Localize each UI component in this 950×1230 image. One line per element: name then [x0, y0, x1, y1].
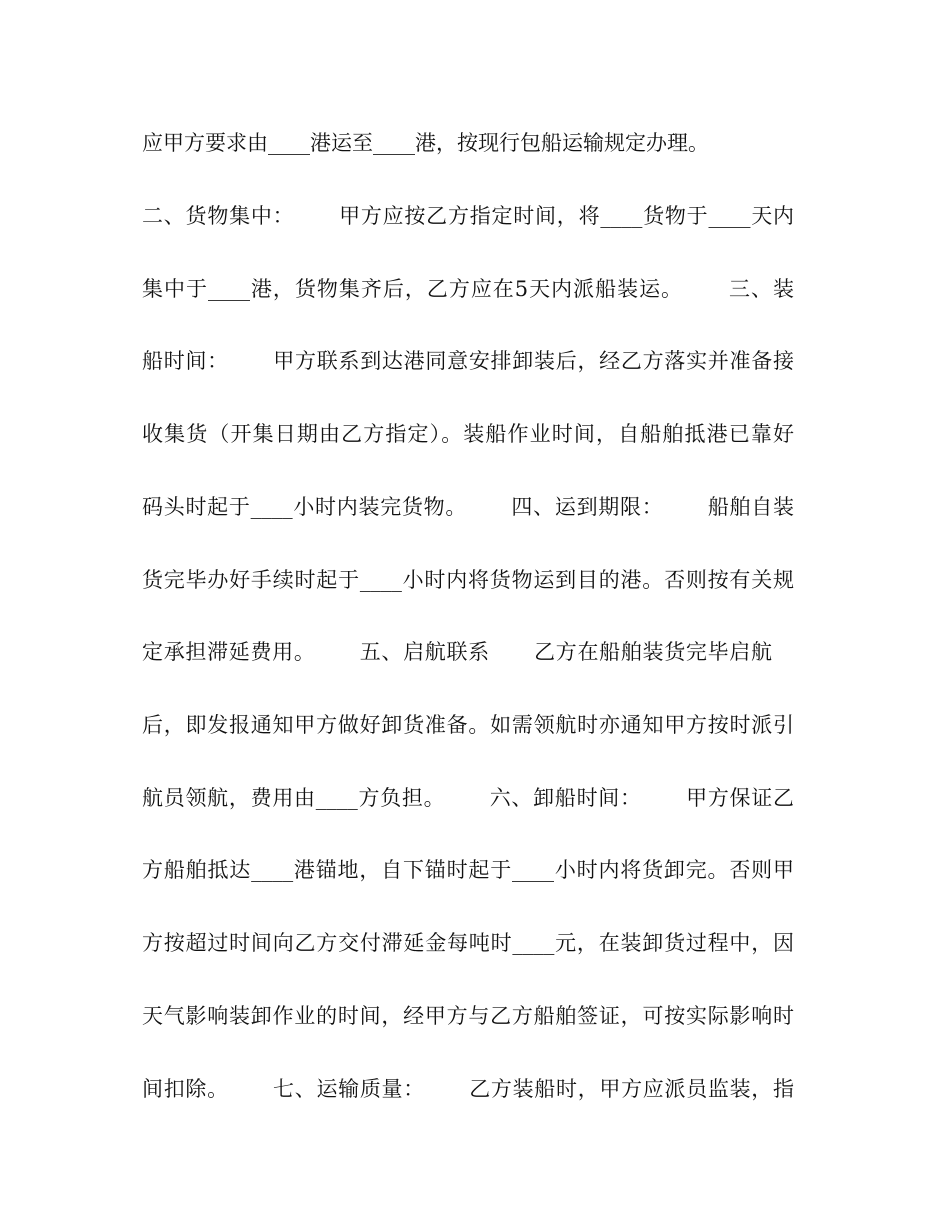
text-line: 二、货物集中： 甲方应按乙方指定时间，将____货物于____天内 — [142, 204, 794, 228]
text-line: 后，即发报通知甲方做好卸货准备。如需领航时亦通知甲方按时派引 — [142, 713, 794, 737]
text-line: 应甲方要求由____港运至____港，按现行包船运输规定办理。 — [142, 131, 709, 155]
text-line: 集中于____港，货物集齐后，乙方应在5天内派船装运。 三、装 — [142, 277, 794, 301]
text-line: 码头时起于____小时内装完货物。 四、运到期限： 船舶自装 — [142, 495, 794, 519]
text-line: 方船舶抵达____港锚地，自下锚时起于____小时内将货卸完。否则甲 — [142, 858, 794, 882]
text-line: 货完毕办好手续时起于____小时内将货物运到目的港。否则按有关规 — [142, 568, 794, 592]
text-line: 方按超过时间向乙方交付滞延金每吨时____元，在装卸货过程中，因 — [142, 931, 794, 955]
text-line: 天气影响装卸作业的时间，经甲方与乙方船舶签证，可按实际影响时 — [142, 1004, 794, 1028]
text-line: 定承担滞延费用。 五、启航联系 乙方在船舶装货完毕启航 — [142, 640, 772, 664]
text-line: 航员领航，费用由____方负担。 六、卸船时间： 甲方保证乙 — [142, 786, 794, 810]
text-line: 收集货（开集日期由乙方指定）。装船作业时间，自船舶抵港已靠好 — [142, 422, 794, 446]
text-line: 间扣除。 七、运输质量： 乙方装船时，甲方应派员监装，指 — [142, 1077, 794, 1101]
text-line: 船时间： 甲方联系到达港同意安排卸装后，经乙方落实并准备接 — [142, 349, 794, 373]
